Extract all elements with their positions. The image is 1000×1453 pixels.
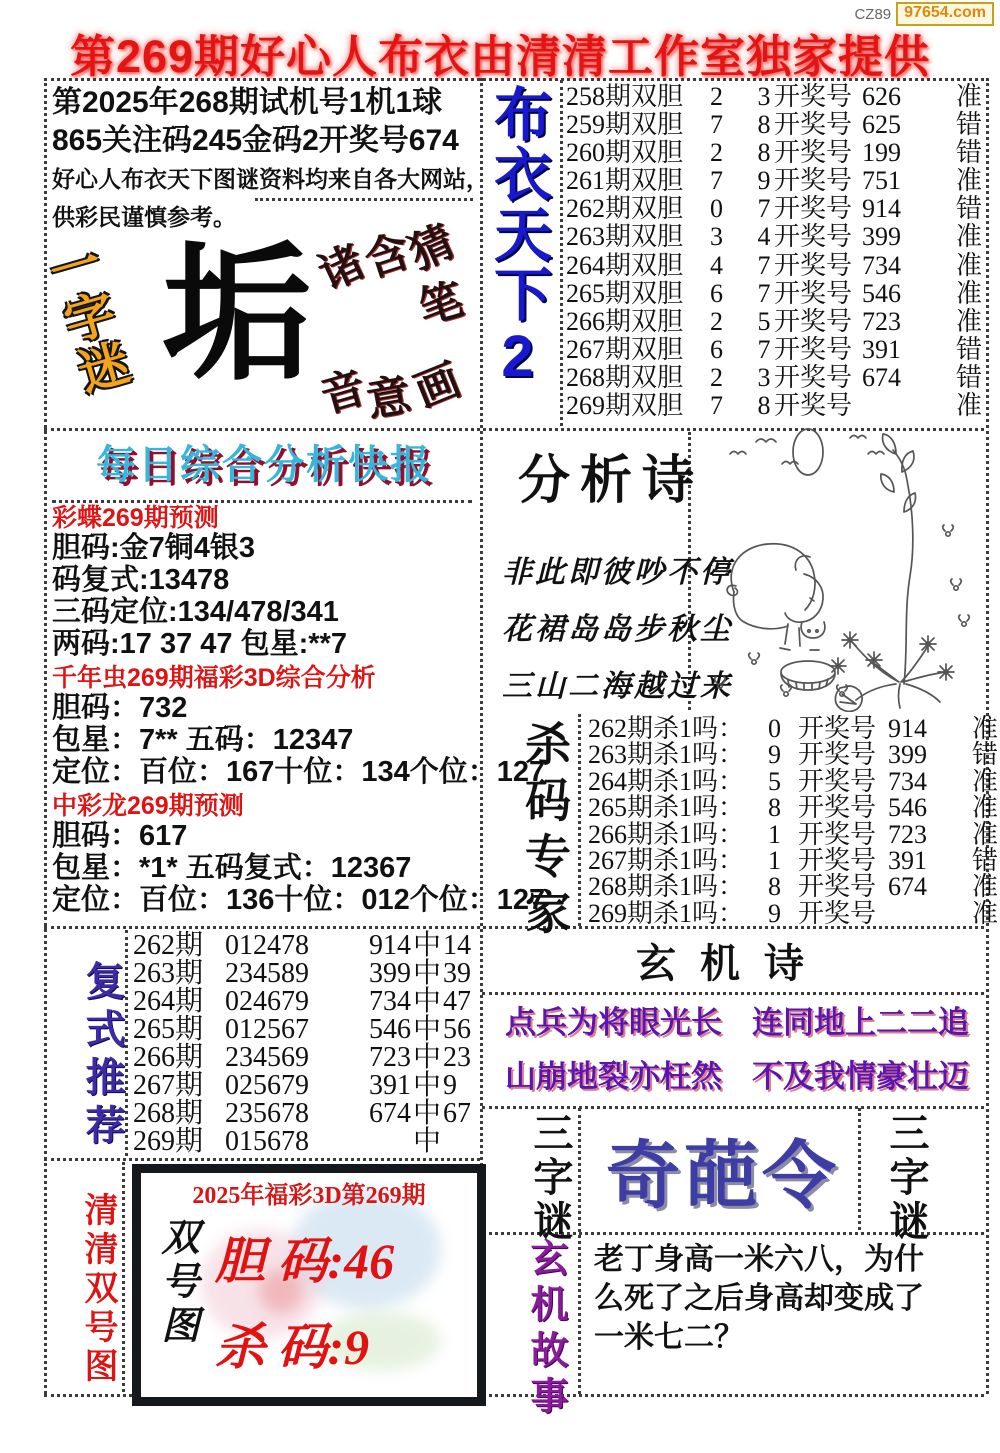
row-open-label: 开奖号 xyxy=(798,740,877,770)
row-open-label: 开奖号 xyxy=(798,819,877,849)
row-open-label: 开奖号 xyxy=(798,846,877,876)
row-verdict: 错 xyxy=(955,334,982,364)
table-row xyxy=(133,1100,471,1128)
xuanji-poem-title: 玄机诗 xyxy=(636,941,828,986)
row-open-number: 399 xyxy=(369,958,411,989)
table-row xyxy=(588,846,999,876)
row-verdict: 准 xyxy=(955,391,982,421)
watermark-code: CZ89 xyxy=(854,5,892,23)
section-line: 胆码:金7铜4银3 xyxy=(52,532,256,564)
table-row xyxy=(566,336,982,364)
puzzle-satellite-char: 意 xyxy=(362,370,415,427)
row-open-number: 546 xyxy=(888,793,927,823)
section-title: 彩蝶269期预测 xyxy=(52,504,219,532)
row-open-label: 开奖号 xyxy=(798,714,877,743)
row-combo: 012478 xyxy=(225,930,309,961)
row-dan-digits: 3 4 xyxy=(710,222,785,252)
row-period: 261期双胆 xyxy=(566,166,684,196)
row-dan-digits: 2 3 xyxy=(710,82,785,111)
row-period: 262期双胆 xyxy=(566,194,684,224)
table-row xyxy=(566,223,982,251)
table-row xyxy=(566,83,982,111)
kill-expert-table xyxy=(588,714,999,928)
row-kill-digit: 1 xyxy=(768,846,781,876)
row-period: 266期 xyxy=(133,1042,204,1073)
poem-line: 非此即彼吵不停 xyxy=(502,556,733,589)
row-hit-label: 中 xyxy=(412,958,441,989)
row-hit-label: 中 xyxy=(412,1014,441,1045)
intro-line: 好心人布衣天下图谜资料均来自各大网站， xyxy=(52,166,489,192)
row-dan-digits: 2 3 xyxy=(710,362,785,392)
row-open-number: 734 xyxy=(862,250,901,280)
row-period: 266期双胆 xyxy=(566,306,684,336)
row-open-number: 391 xyxy=(369,1070,411,1101)
row-open-label: 开奖号 xyxy=(774,138,853,168)
row-open-label: 开奖号 xyxy=(774,362,853,392)
table-row xyxy=(566,392,982,420)
fushi-table xyxy=(133,932,471,1156)
row-verdict: 准 xyxy=(955,306,982,336)
section-line: 包星：*1* 五码复式：12367 xyxy=(52,852,412,884)
row-open-number: 674 xyxy=(862,362,901,392)
row-hit-digits: 14 xyxy=(443,930,471,961)
report-section-caidie xyxy=(52,504,476,660)
row-period: 263期杀1吗： xyxy=(588,740,745,770)
row-verdict: 准 xyxy=(955,278,982,308)
row-open-number xyxy=(862,392,938,420)
row-verdict: 准 xyxy=(955,166,982,196)
puzzle-satellite-char: 笔 xyxy=(413,274,469,334)
poem-cell: 点兵为将眼光长 xyxy=(505,1005,722,1040)
fushi-title: 复式推荐 xyxy=(80,960,124,1152)
table-row xyxy=(133,1072,471,1100)
row-verdict: 准 xyxy=(972,714,999,743)
row-open-label: 开奖号 xyxy=(774,82,853,111)
report-section-qiannianchong xyxy=(52,664,546,788)
table-row xyxy=(133,1016,471,1044)
row-period: 259期双胆 xyxy=(566,110,684,140)
table-row xyxy=(133,932,471,960)
row-period: 267期 xyxy=(133,1070,204,1101)
section-title: 千年虫269期福彩3D综合分析 xyxy=(52,664,376,692)
row-hit-label: 中 xyxy=(412,1042,441,1073)
row-hit-digits: 56 xyxy=(443,1014,471,1045)
puzzle-satellite-char: 诸 xyxy=(311,236,373,300)
row-verdict: 准 xyxy=(955,82,982,111)
row-period: 267期双胆 xyxy=(566,334,684,364)
row-open-number: 723 xyxy=(862,306,901,336)
row-verdict: 准 xyxy=(955,250,982,280)
table-row xyxy=(566,280,982,308)
row-dan-digits: 7 8 xyxy=(710,110,785,140)
row-dan-digits: 0 7 xyxy=(710,194,785,224)
section-line: 定位：百位：136十位：012个位：127 xyxy=(52,884,546,916)
xuanji-poem xyxy=(490,1000,984,1100)
watermark xyxy=(854,2,994,26)
row-open-number: 625 xyxy=(862,110,901,140)
row-hit-digits: 39 xyxy=(443,958,471,989)
puzzle-satellite-char: 音 xyxy=(315,362,372,422)
row-combo: 024679 xyxy=(225,986,309,1017)
table-row xyxy=(588,872,999,902)
side-banner: 布衣天下2 xyxy=(485,84,550,391)
row-hit-label: 中 xyxy=(412,930,441,961)
row-verdict: 错 xyxy=(972,740,999,770)
row-period: 260期双胆 xyxy=(566,138,684,168)
sanzimi-left-title: 三字谜 xyxy=(528,1112,573,1244)
row-dan-digits: 2 8 xyxy=(710,138,785,168)
row-period: 266期杀1吗： xyxy=(588,819,745,849)
table-row xyxy=(588,714,999,743)
row-combo: 234589 xyxy=(225,958,309,989)
qingqing-frame xyxy=(132,1164,486,1406)
row-period: 262期杀1吗： xyxy=(588,714,745,743)
row-open-number: 546 xyxy=(862,278,901,308)
row-period: 264期双胆 xyxy=(566,250,684,280)
frame-title: 2025年福彩3D第269期 xyxy=(192,1183,426,1209)
row-open-label: 开奖号 xyxy=(774,278,853,308)
poem-cell: 不及我情豪壮迈 xyxy=(752,1059,969,1094)
puzzle-main-character: 垢 xyxy=(162,233,313,399)
row-hit-digits: 23 xyxy=(443,1042,471,1073)
row-open-label: 开奖号 xyxy=(798,766,877,796)
frame-sha-code: 杀 码:9 xyxy=(215,1319,370,1375)
row-open-label: 开奖号 xyxy=(774,250,853,280)
kill-expert-title: 杀码专家 xyxy=(519,720,570,944)
frame-vertical-label: 双号图 xyxy=(155,1217,197,1349)
row-verdict: 错 xyxy=(955,110,982,140)
row-open-number: 399 xyxy=(862,222,901,252)
intro-line: 第2025年268期试机号1机1球 xyxy=(52,86,443,119)
row-open-label: 开奖号 xyxy=(774,222,853,252)
poem-line: 三山二海越过来 xyxy=(502,670,733,703)
row-open-label: 开奖号 xyxy=(774,334,853,364)
qingqing-title: 清清双号图 xyxy=(79,1192,117,1387)
row-dan-digits: 7 8 xyxy=(710,391,785,421)
row-verdict: 准 xyxy=(972,872,999,902)
row-open-number: 751 xyxy=(862,166,901,196)
table-row xyxy=(133,960,471,988)
dotted-divider xyxy=(482,992,984,995)
story-text: 老丁身高一米六八，为什么死了之后身高却变成了一米七二？ xyxy=(594,1243,924,1354)
table-row xyxy=(133,1128,471,1156)
row-combo: 235678 xyxy=(225,1098,309,1129)
row-period: 268期杀1吗： xyxy=(588,872,745,902)
table-row xyxy=(588,819,999,849)
row-verdict: 错 xyxy=(972,846,999,876)
table-row xyxy=(133,1044,471,1072)
row-dan-digits: 4 7 xyxy=(710,250,785,280)
row-hit-digits xyxy=(443,1128,471,1156)
table-row xyxy=(566,364,982,392)
row-verdict: 错 xyxy=(955,362,982,392)
row-verdict: 准 xyxy=(972,793,999,823)
row-open-number: 626 xyxy=(862,82,901,111)
section-line: 两码:17 37 47 包星:**7 xyxy=(52,628,347,660)
row-kill-digit: 5 xyxy=(768,766,781,796)
row-hit-label: 中 xyxy=(412,986,441,1017)
table-row xyxy=(588,766,999,796)
qipailing-answer: 奇葩令 xyxy=(606,1136,840,1218)
row-open-number: 734 xyxy=(369,986,411,1017)
story-title: 玄机故事 xyxy=(524,1238,566,1422)
double-dan-history-table xyxy=(566,83,982,420)
section-line: 包星：7** 五码：12347 xyxy=(52,724,354,756)
row-open-number: 391 xyxy=(862,334,901,364)
dotted-divider xyxy=(44,1158,480,1161)
row-hit-digits: 47 xyxy=(443,986,471,1017)
dotted-divider xyxy=(44,78,984,81)
row-dan-digits: 6 7 xyxy=(710,278,785,308)
row-open-label: 开奖号 xyxy=(798,793,877,823)
table-row xyxy=(566,111,982,139)
section-line: 三码定位:134/478/341 xyxy=(52,596,339,628)
row-open-number: 723 xyxy=(369,1042,411,1073)
table-row xyxy=(566,195,982,223)
row-open-label: 开奖号 xyxy=(798,872,877,902)
row-period: 265期双胆 xyxy=(566,278,684,308)
row-period: 265期 xyxy=(133,1014,204,1045)
table-row xyxy=(588,793,999,823)
row-open-number: 546 xyxy=(369,1014,411,1045)
puzzle-satellite-char: 含 xyxy=(358,226,416,287)
row-period: 268期 xyxy=(133,1098,204,1129)
row-period: 267期杀1吗： xyxy=(588,846,745,876)
row-open-number: 914 xyxy=(862,194,901,224)
row-open-number: 391 xyxy=(888,846,927,876)
table-row xyxy=(566,167,982,195)
section-line: 码复式:13478 xyxy=(52,564,230,596)
table-row xyxy=(566,139,982,167)
puzzle-satellite-char: 猜 xyxy=(401,216,462,280)
row-period: 262期 xyxy=(133,930,204,961)
row-hit-label: 中 xyxy=(412,1098,441,1129)
row-open-number: 199 xyxy=(862,138,901,168)
row-verdict: 准 xyxy=(955,222,982,252)
section-line: 胆码：732 xyxy=(52,692,188,724)
section-title: 中彩龙269期预测 xyxy=(52,792,244,820)
row-period: 269期双胆 xyxy=(566,391,684,421)
row-period: 265期杀1吗： xyxy=(588,793,745,823)
row-combo: 015678 xyxy=(225,1126,309,1157)
table-row xyxy=(566,308,982,336)
page-title: 第269期好心人布衣由清清工作室独家提供 xyxy=(69,31,931,82)
daily-report-banner: 每日综合分析快报 xyxy=(96,443,432,487)
row-kill-digit: 9 xyxy=(768,740,781,770)
row-open-number: 674 xyxy=(369,1098,411,1129)
row-open-number: 674 xyxy=(888,872,927,902)
row-verdict: 错 xyxy=(955,138,982,168)
puzzle-satellite-char: 画 xyxy=(408,355,468,418)
row-period: 268期双胆 xyxy=(566,362,684,392)
row-combo: 012567 xyxy=(225,1014,309,1045)
dotted-divider xyxy=(578,714,581,926)
row-open-number xyxy=(888,901,972,927)
dotted-divider xyxy=(482,1106,984,1109)
row-combo: 025679 xyxy=(225,1070,309,1101)
row-kill-digit: 1 xyxy=(768,819,781,849)
row-verdict: 错 xyxy=(955,194,982,224)
row-period: 258期双胆 xyxy=(566,82,684,111)
row-open-number: 399 xyxy=(888,740,927,770)
row-kill-digit: 0 xyxy=(768,714,781,743)
row-verdict: 准 xyxy=(972,819,999,849)
row-open-number: 914 xyxy=(369,930,411,961)
puzzle-label-yizimi: 一字迷 xyxy=(37,235,135,401)
row-hit-label: 中 xyxy=(412,1070,441,1101)
dotted-divider xyxy=(858,1108,861,1230)
row-period: 264期 xyxy=(133,986,204,1017)
row-period: 264期杀1吗： xyxy=(588,766,745,796)
row-open-label: 开奖号 xyxy=(774,166,853,196)
row-hit-digits: 67 xyxy=(443,1098,471,1129)
dotted-divider xyxy=(560,80,563,426)
table-row xyxy=(566,252,982,280)
row-verdict: 准 xyxy=(972,766,999,796)
row-open-label: 开奖号 xyxy=(774,110,853,140)
row-open-number: 914 xyxy=(888,714,927,743)
row-hit-label: 中 xyxy=(412,1126,441,1157)
row-kill-digit: 8 xyxy=(768,872,781,902)
intro-line: 供彩民谨慎参考。 xyxy=(52,204,236,230)
section-line: 定位：百位：167十位：134个位：127 xyxy=(52,756,546,788)
report-section-zhongcailong xyxy=(52,792,546,916)
table-row xyxy=(588,740,999,770)
section-line: 胆码：617 xyxy=(52,820,188,852)
table-row xyxy=(588,898,999,928)
analysis-drawing-pig-and-plant xyxy=(690,428,982,712)
row-hit-digits: 9 xyxy=(443,1070,457,1101)
table-row xyxy=(133,988,471,1016)
row-open-label: 开奖号 xyxy=(774,194,853,224)
row-kill-digit: 8 xyxy=(768,793,781,823)
row-dan-digits: 2 5 xyxy=(710,306,785,336)
row-period: 269期杀1吗： xyxy=(588,898,745,928)
frame-dan-code: 胆 码:46 xyxy=(215,1233,395,1289)
row-kill-digit: 9 xyxy=(768,898,781,928)
row-open-number: 734 xyxy=(888,766,927,796)
analysis-poem-title: 分析诗 xyxy=(518,453,705,510)
row-period: 263期双胆 xyxy=(566,222,684,252)
poem-cell: 连同地上二二追 xyxy=(752,1005,969,1040)
intro-line: 865关注码245金码2开奖号674 xyxy=(52,124,459,157)
row-open-number: 723 xyxy=(888,819,927,849)
row-dan-digits: 6 7 xyxy=(710,334,785,364)
row-verdict: 准 xyxy=(972,898,999,928)
row-open-label: 开奖号 xyxy=(774,306,853,336)
row-period: 263期 xyxy=(133,958,204,989)
row-open-label: 开奖号 xyxy=(798,898,877,928)
watermark-site-link[interactable]: 97654.com xyxy=(896,2,994,26)
poem-line: 花裙岛岛步秋尘 xyxy=(502,613,733,646)
poem-cell: 山崩地裂亦枉然 xyxy=(505,1059,722,1094)
row-combo: 234569 xyxy=(225,1042,309,1073)
sanzimi-right-title: 三字谜 xyxy=(884,1112,929,1244)
daily-report xyxy=(52,438,546,916)
row-period: 269期 xyxy=(133,1126,204,1157)
row-open-label: 开奖号 xyxy=(774,391,853,421)
row-dan-digits: 7 9 xyxy=(710,166,785,196)
